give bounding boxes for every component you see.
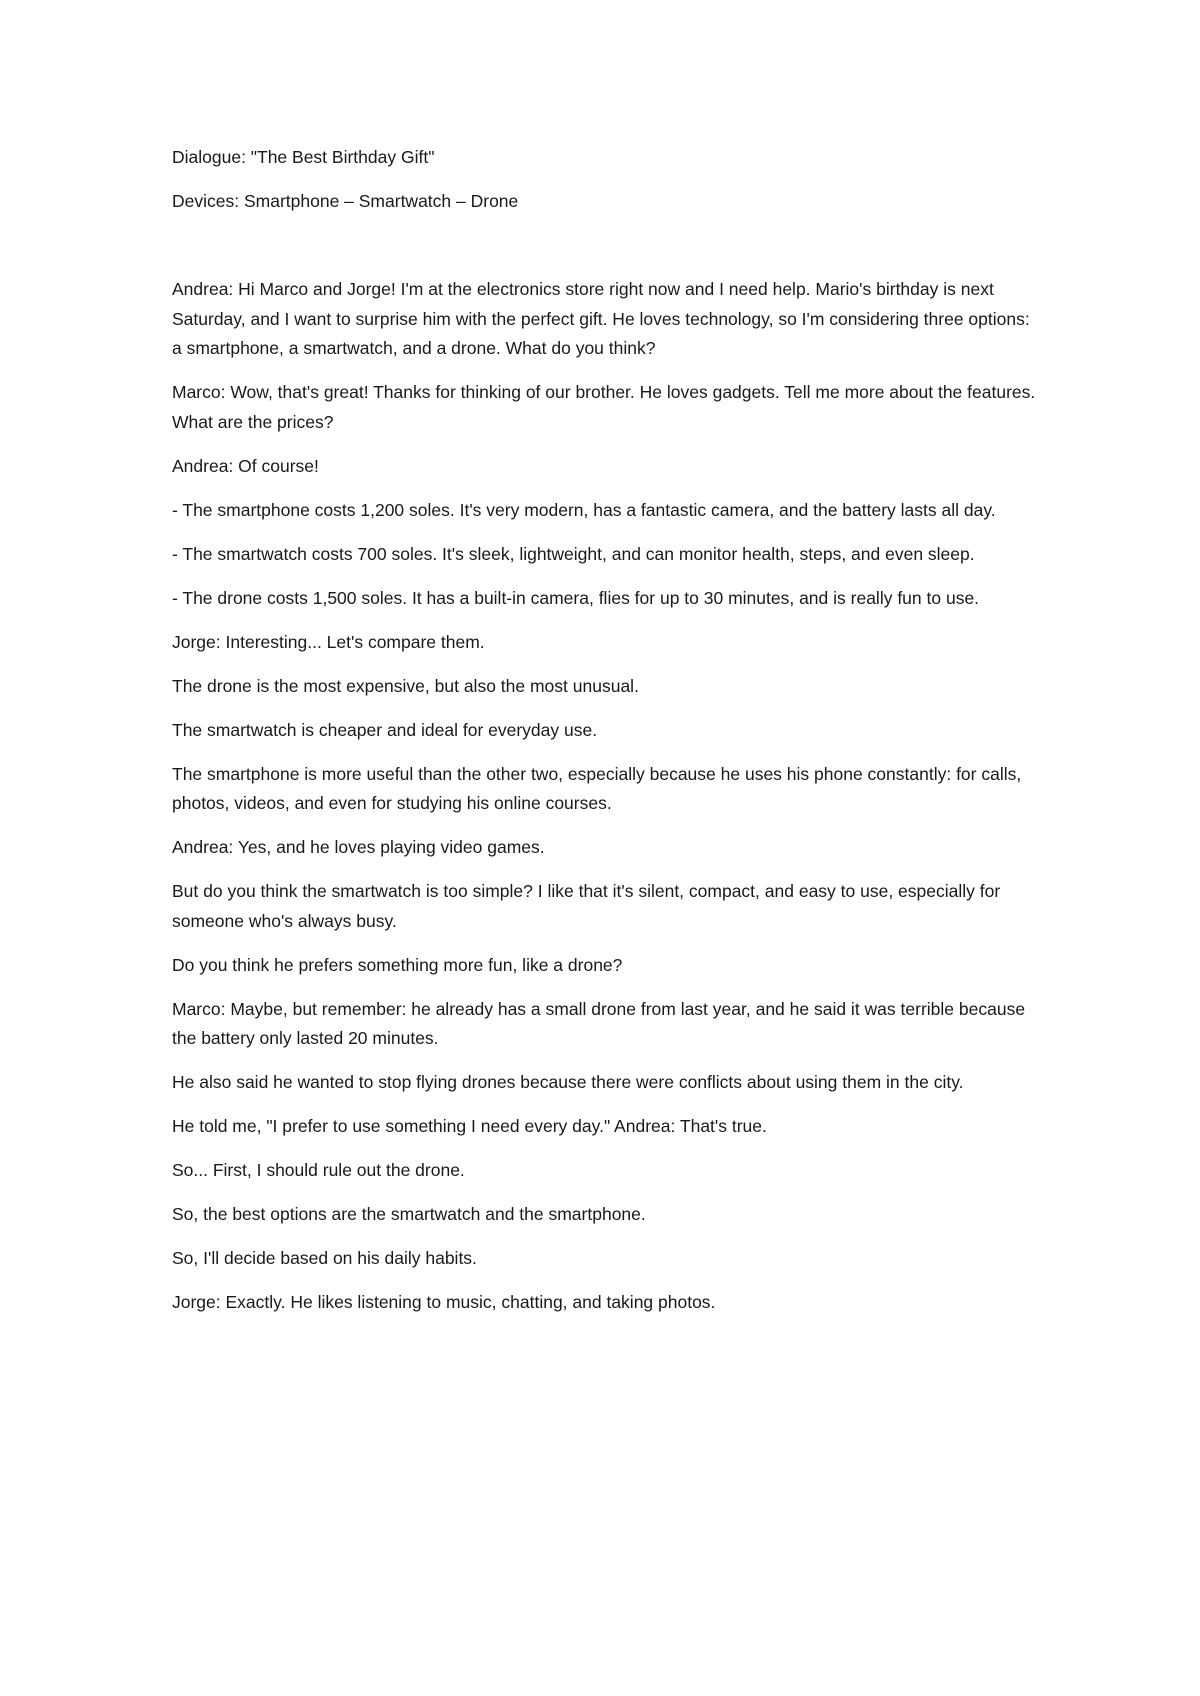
dialogue-paragraph: He also said he wanted to stop flying drones because there were conflicts about using them in the city.	[172, 1072, 964, 1092]
dialogue-paragraph: Marco: Maybe, but remember: he already has a small drone from last year, and he said it was terrible because the battery only lasted 20 minutes.	[172, 998, 1026, 1048]
dialogue-paragraph: The smartphone is more useful than the other two, especially because he uses his phone constantly: for calls, photos, videos, and even for studying his online courses.	[172, 763, 1022, 813]
dialogue-paragraph: So... First, I should rule out the drone.	[172, 1160, 465, 1180]
dialogue-paragraph: Do you think he prefers something more fun, like a drone?	[172, 954, 623, 975]
dialogue-paragraph: Jorge: Interesting... Let's compare them.	[172, 631, 485, 652]
dialogue-paragraph: So, the best options are the smartwatch and the smartphone.	[172, 1204, 646, 1224]
dialogue-paragraph: - The drone costs 1,500 soles. It has a built-in camera, flies for up to 30 minutes, and is really fun to use.	[172, 587, 980, 608]
dialogue-paragraph: So, I'll decide based on his daily habits.	[172, 1248, 477, 1268]
dialogue-paragraph: Jorge: Exactly. He likes listening to music, chatting, and taking photos.	[172, 1292, 716, 1312]
dialogue-paragraph: Andrea: Hi Marco and Jorge! I'm at the electronics store right now and I need help. Mario's birthday is next Saturday, and I want to surprise him with the perfect gift. He loves technology, so I'm considering three options: a smartphone, a smartwatch, and a drone. What do you think?	[172, 279, 1030, 358]
devices-line: Devices: Smartphone – Smartwatch – Drone	[172, 191, 519, 211]
document-body	[172, 143, 1042, 1332]
dialogue-paragraph: He told me, "I prefer to use something I need every day." Andrea: That's true.	[172, 1116, 767, 1136]
dialogue-paragraph: - The smartwatch costs 700 soles. It's sleek, lightweight, and can monitor health, steps, and even sleep.	[172, 543, 975, 564]
document-title: Dialogue: "The Best Birthday Gift"	[172, 147, 435, 167]
dialogue-paragraph: Andrea: Yes, and he loves playing video games.	[172, 837, 545, 857]
dialogue-paragraph: The smartwatch is cheaper and ideal for everyday use.	[172, 719, 598, 740]
dialogue-paragraph: - The smartphone costs 1,200 soles. It's very modern, has a fantastic camera, and the battery lasts all day.	[172, 499, 996, 520]
blank-spacer	[172, 231, 1042, 275]
dialogue-paragraph: Marco: Wow, that's great! Thanks for thinking of our brother. He loves gadgets. Tell me more about the features. What are the prices?	[172, 382, 1036, 432]
dialogue-paragraph: Andrea: Of course!	[172, 455, 319, 476]
dialogue-paragraph: The drone is the most expensive, but also the most unusual.	[172, 675, 639, 696]
dialogue-paragraph: But do you think the smartwatch is too simple? I like that it's silent, compact, and easy to use, especially for someone who's always busy.	[172, 881, 1001, 931]
